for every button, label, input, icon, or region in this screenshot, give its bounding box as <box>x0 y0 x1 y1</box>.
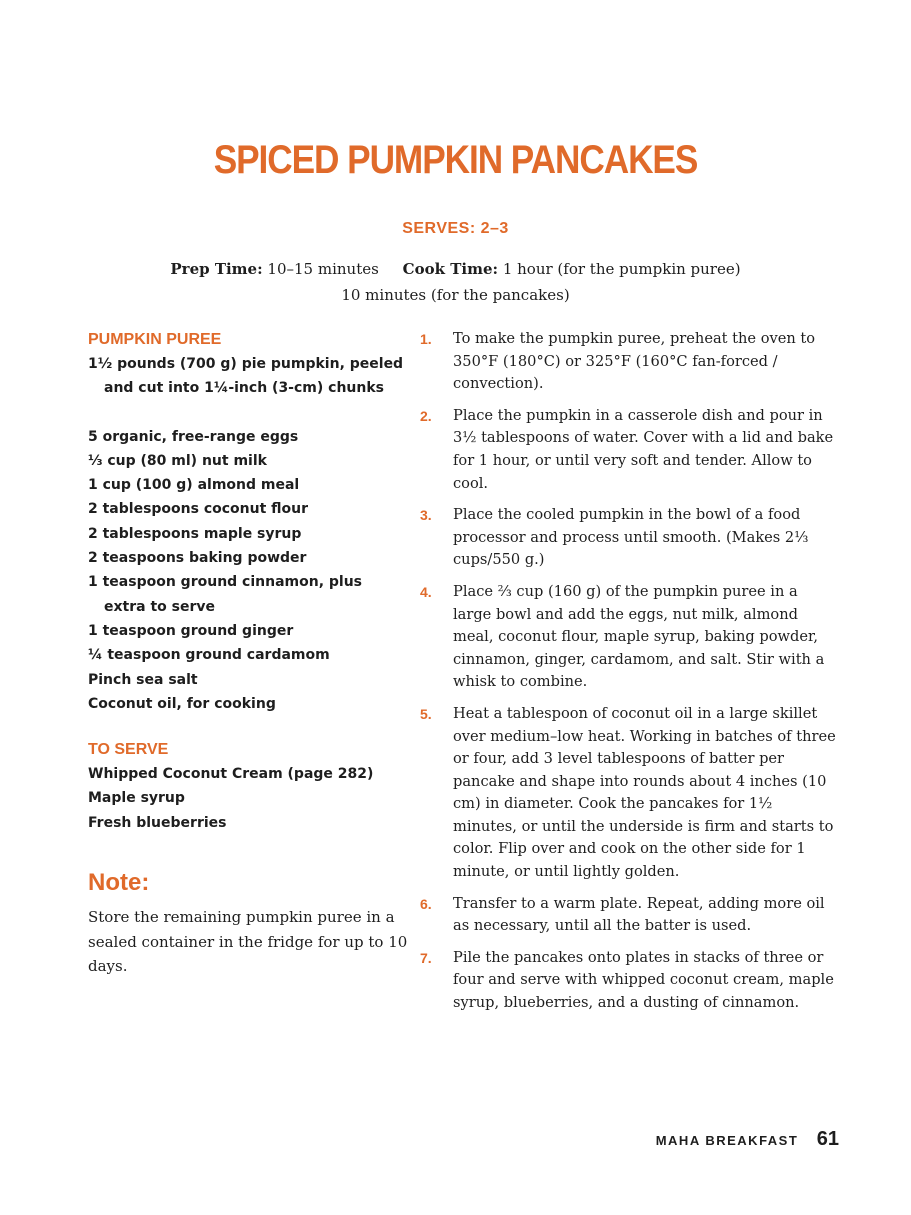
prep-time-value: 10–15 minutes <box>267 260 379 278</box>
method-step <box>420 581 840 694</box>
step-number: 7. <box>420 949 432 966</box>
to-serve-heading: TO SERVE <box>88 741 169 759</box>
step-text: Transfer to a warm plate. Repeat, adding more oil as necessary, until all the batter is used. <box>453 894 825 935</box>
step-number: 5. <box>420 705 432 722</box>
step-number: 6. <box>420 895 432 912</box>
page-number: 61 <box>816 1128 839 1150</box>
step-text: Place the pumpkin in a casserole dish and pour in 3½ tablespoons of water. Cover with a lid and bake for 1 hour, or until very soft and tender. Allow to cool. <box>453 406 834 492</box>
note-heading: Note: <box>88 869 150 897</box>
step-text: Pile the pancakes onto plates in stacks of three or four and serve with whipped coconut cream, maple syrup, blueberries, and a dusting of cinnamon. <box>453 948 834 1012</box>
step-text: Heat a tablespoon of coconut oil in a large skillet over medium–low heat. Working in batches of three or four, add 3 level tablespoons of batter per pancake and shape into rounds about 4 inches (10 cm) in diameter. Cook the pancakes for 1½ minutes, or until the underside is firm and starts to color. Flip over and cook on the other side for 1 minute, or until lightly golden. <box>453 704 836 881</box>
ingredient-item: 2 tablespoons coconut flour <box>88 501 309 518</box>
page-footer <box>656 1128 839 1151</box>
ingredient-item: 1 teaspoon ground ginger <box>88 622 294 639</box>
step-number: 1. <box>420 331 432 347</box>
step-text: Place the cooled pumpkin in the bowl of a food processor and process until smooth. (Makes 2⅓ cups/550 g.) <box>453 506 809 569</box>
cook-time-value: 1 hour (for the pumpkin puree) <box>502 260 741 278</box>
ingredient-item: 2 teaspoons baking powder <box>88 550 307 567</box>
ingredient-item: ¼ teaspoon ground cardamom <box>88 647 330 664</box>
ingredient-item: ⅓ cup (80 ml) nut milk <box>88 452 267 469</box>
method-step <box>420 405 840 495</box>
ingredient-item: 1 cup (100 g) almond meal <box>88 477 300 494</box>
ingredient-item: 1½ pounds (700 g) pie pumpkin, peeled and cut into 1¼-inch (3-cm) chunks <box>88 356 404 397</box>
ingredient-item: Coconut oil, for cooking <box>88 695 276 712</box>
step-text: To make the pumpkin puree, preheat the oven to 350°F (180°C) or 325°F (160°C fan-forced / convection). <box>453 330 816 393</box>
step-number: 2. <box>420 407 432 424</box>
cook-time-value-2: 10 minutes (for the pancakes) <box>341 286 570 304</box>
serve-item: Whipped Coconut Cream (page 282) <box>88 766 374 783</box>
serve-item: Maple syrup <box>88 790 185 807</box>
serves-label: SERVES: 2–3 <box>402 220 509 237</box>
method-step <box>420 328 840 396</box>
step-number: 4. <box>420 583 432 600</box>
cook-time-label: Cook Time: <box>402 260 499 278</box>
recipe-times <box>0 256 911 308</box>
serve-item: Fresh blueberries <box>88 814 227 831</box>
recipe-title: SPICED PUMPKIN PANCAKES <box>213 138 698 182</box>
note-text: Store the remaining pumpkin puree in a sealed container in the fridge for up to 10 days. <box>88 908 408 976</box>
method-step <box>420 947 840 1015</box>
prep-time-label: Prep Time: <box>170 260 263 278</box>
times-line-1 <box>0 256 911 282</box>
step-text: Place ⅔ cup (160 g) of the pumpkin puree in a large bowl and add the eggs, nut milk, almond meal, coconut flour, maple syrup, baking powder, cinnamon, ginger, cardamom, and salt. Stir with a whisk to combine. <box>453 582 825 691</box>
method-step <box>420 504 840 572</box>
method-column <box>420 328 840 1024</box>
method-step <box>420 703 840 884</box>
ingredient-item: 2 tablespoons maple syrup <box>88 525 302 542</box>
method-step <box>420 893 840 938</box>
ingredients-column <box>88 328 408 979</box>
ingredient-item: 5 organic, free-range eggs <box>88 428 299 445</box>
ingredient-item: Pinch sea salt <box>88 671 198 688</box>
footer-section-name: MAHA BREAKFAST <box>655 1133 799 1148</box>
ingredient-item: 1 teaspoon ground cinnamon, plus extra to serve <box>88 574 363 615</box>
step-number: 3. <box>420 507 432 524</box>
pumpkin-puree-heading: PUMPKIN PUREE <box>88 331 222 348</box>
